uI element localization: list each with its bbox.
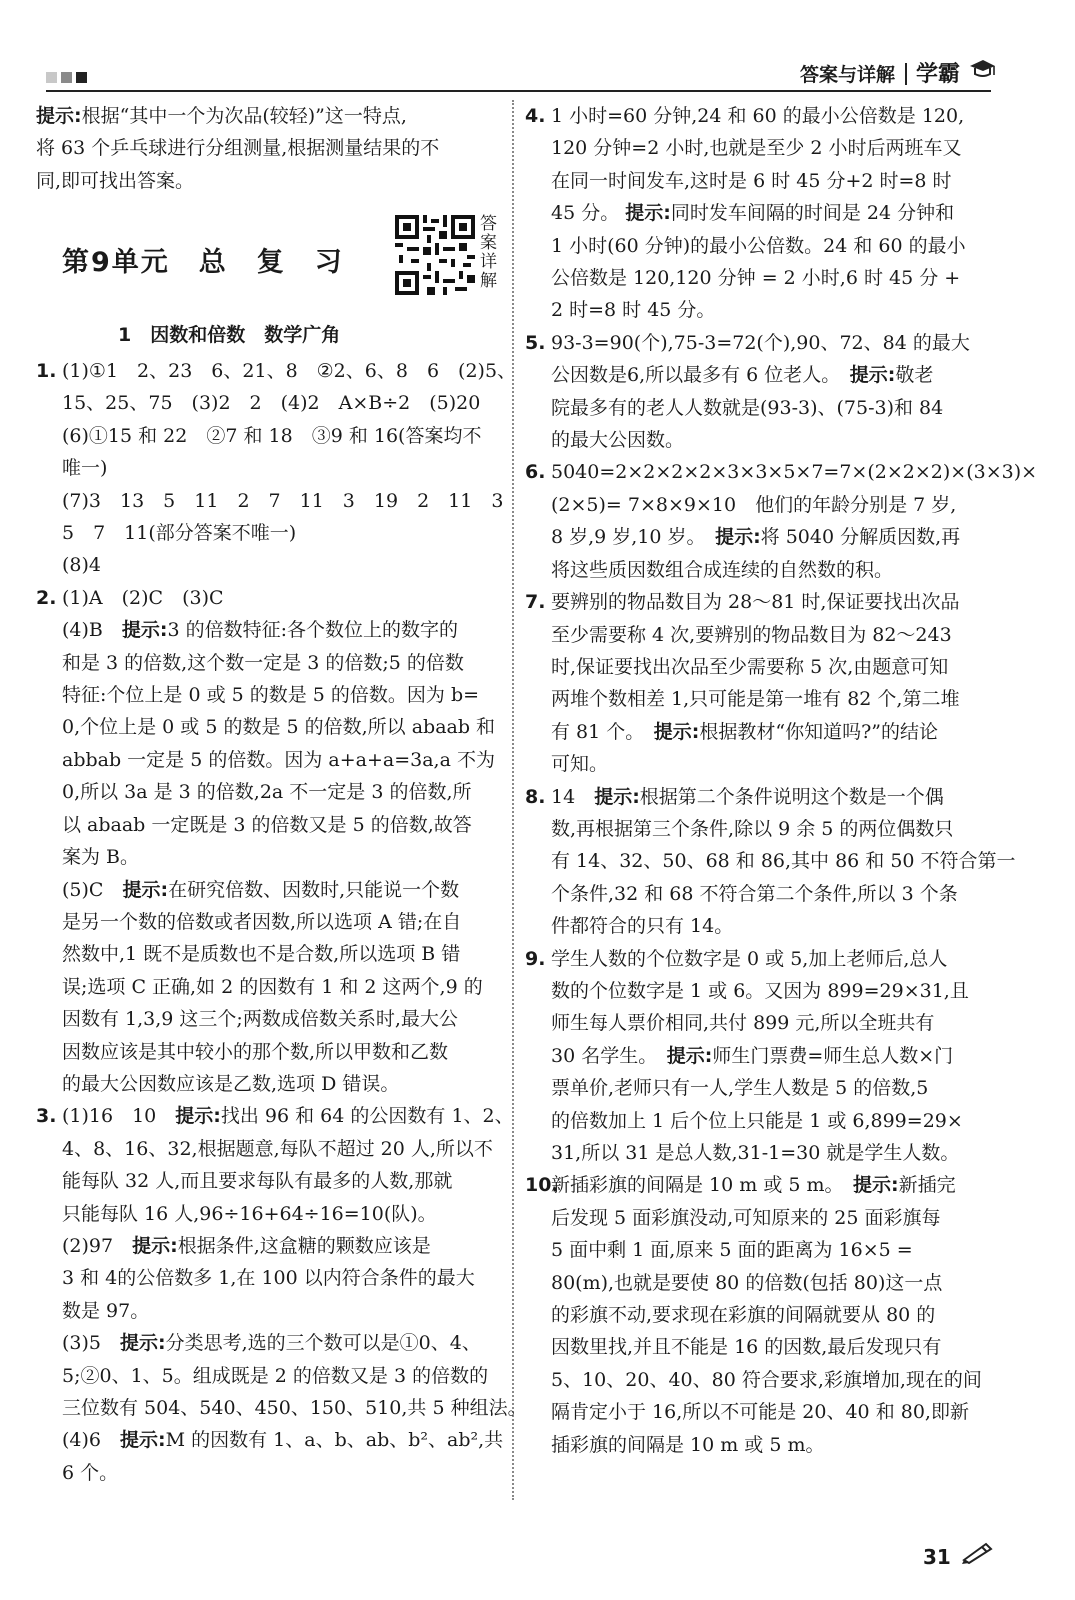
hint-label: 提示: (120, 1429, 166, 1452)
answer-line: (1)A (2)C (3)C (62, 586, 224, 609)
answer-line: 4、8、16、32,根据题意,每队不超过 20 人,所以不 (62, 1137, 493, 1160)
graduation-cap-icon (968, 57, 996, 83)
answer-item (525, 1169, 1005, 1461)
answer-line: 1 小时=60 分钟,24 和 60 的最小公倍数是 120, (551, 105, 965, 127)
answer-line: 两堆个数相差 1,只可能是第一堆有 82 个,第二堆 (551, 688, 960, 711)
section-title: 1 因数和倍数 数学广角 (118, 324, 341, 346)
answer-line: 有 14、32、50、68 和 86,其中 86 和 50 不符合第一 (551, 850, 1016, 873)
answer-line: 45 分。 提示:同时发车间隔的时间是 24 分钟和 (551, 202, 955, 225)
answer-line: 的最大公因数应该是乙数,选项 D 错误。 (62, 1072, 400, 1095)
answer-line: 后发现 5 面彩旗没动,可知原来的 25 面彩旗每 (551, 1206, 941, 1229)
hint-label: 提示: (853, 1174, 899, 1197)
answer-line: 插彩旗的间隔是 10 m 或 5 m。 (551, 1433, 825, 1456)
hint-label: 提示: (122, 878, 169, 901)
answer-line: 要辨别的物品数目为 28～81 时,保证要找出次品 (551, 591, 960, 614)
hint-line: 提示:根据“其中一个为次品(较轻)”这一特点, (36, 105, 407, 127)
header-square (61, 72, 72, 83)
qr-code-icon[interactable] (395, 215, 475, 295)
header-brand (916, 57, 996, 88)
hint-intro (36, 100, 506, 197)
answer-number: 6. (525, 461, 546, 484)
answer-item (525, 943, 1005, 1170)
answer-line: 以 abaab 一定既是 3 的倍数又是 5 的倍数,故答 (62, 813, 472, 836)
answer-item (36, 582, 506, 1101)
answer-line: 30 名学生。 提示:师生门票费=师生总人数×门 (551, 1044, 954, 1067)
answer-line: 然数中,1 既不是质数也不是合数,所以选项 B 错 (62, 943, 461, 966)
header-rule (46, 90, 991, 92)
answer-line: 5 7 11(部分答案不唯一) (62, 522, 297, 545)
left-column (36, 100, 506, 197)
answer-line: 的最大公因数。 (551, 429, 685, 452)
answer-line: 案为 B。 (62, 846, 140, 869)
answer-line: 院最多有的老人人数就是(93-3)、(75-3)和 84 (551, 396, 944, 419)
answer-line: 93-3=90(个),75-3=72(个),90、72、84 的最大 (551, 331, 970, 354)
answer-item (525, 781, 1016, 943)
answer-number: 2. (36, 586, 57, 609)
answer-line: 和是 3 的倍数,这个数一定是 3 的倍数;5 的倍数 (62, 651, 464, 674)
answer-line: 票单价,老师只有一人,学生人数是 5 的倍数,5 (551, 1077, 929, 1100)
answer-line: 因数里找,并且不能是 16 的因数,最后发现只有 (551, 1336, 942, 1359)
answer-line: (4)6 提示:M 的因数有 1、a、b、ab、b²、ab²,共 (62, 1429, 504, 1452)
answer-number: 10. (525, 1174, 559, 1197)
hint-label: 提示: (653, 720, 700, 743)
hint-label: 提示: (625, 202, 671, 225)
answer-line: 特征:个位上是 0 或 5 的数是 5 的倍数。因为 b= (62, 684, 480, 707)
pencil-icon (960, 1540, 994, 1564)
answer-line: 隔肯定小于 16,所以不可能是 20、40 和 80,即新 (551, 1401, 969, 1424)
answer-number: 7. (525, 591, 546, 614)
answer-line: 数,再根据第三个条件,除以 9 余 5 的两位偶数只 (551, 817, 954, 840)
header-square (76, 72, 87, 83)
hint-line: 同,即可找出答案。 (36, 169, 195, 192)
answer-line: 件都符合的只有 14。 (551, 915, 734, 938)
header-separator (905, 63, 907, 85)
answer-line: 15、25、75 (3)2 2 (4)2 A×B÷2 (5)20 (62, 392, 481, 415)
answer-line: 新插彩旗的间隔是 10 m 或 5 m。 提示:新插完 (551, 1174, 956, 1197)
answer-line: (7)3 13 5 11 2 7 11 3 19 2 11 3 (62, 489, 504, 512)
answer-line: 将这些质因数组合成连续的自然数的积。 (551, 558, 894, 581)
answer-line: 能每队 32 人,而且要求每队有最多的人数,那就 (62, 1170, 453, 1193)
qr-caption: 答案详解 (480, 214, 497, 291)
answer-line: 可知。 (551, 753, 609, 776)
answer-line: (4)B 提示:3 的倍数特征:各个数位上的数字的 (62, 619, 459, 642)
header-square (46, 72, 57, 83)
hint-label: 提示: (666, 1044, 713, 1067)
left-answers (36, 355, 527, 1489)
answer-line: 0,所以 3a 是 3 的倍数,2a 不一定是 3 的倍数,所 (62, 781, 472, 804)
answer-line: (5)C 提示:在研究倍数、因数时,只能说一个数 (62, 878, 460, 901)
hint-label: 提示: (175, 1105, 221, 1128)
page-number: 31 (923, 1545, 951, 1569)
answer-line: 0,个位上是 0 或 5 的数是 5 的倍数,所以 abaab 和 (62, 716, 496, 739)
hint-label: 提示: (132, 1234, 178, 1257)
answer-line: 有 81 个。 提示:根据教材“你知道吗?”的结论 (551, 720, 938, 743)
answer-line: 的倍数加上 1 后个位上只能是 1 或 6,899=29× (551, 1109, 963, 1132)
answer-line: 公倍数是 120,120 分钟 = 2 小时,6 时 45 分 + (551, 267, 961, 290)
answer-line: 6 个。 (62, 1461, 119, 1484)
answer-line: (1)16 10 提示:找出 96 和 64 的公因数有 1、2、 (62, 1105, 514, 1128)
answer-item (525, 100, 1005, 327)
answer-line: (6)①15 和 22 ②7 和 18 ③9 和 16(答案均不 (62, 424, 482, 447)
hint-label: 提示: (594, 785, 640, 808)
answer-line: 3 和 4的公倍数多 1,在 100 以内符合条件的最大 (62, 1267, 475, 1290)
column-divider (512, 100, 514, 1500)
answer-number: 5. (525, 331, 546, 354)
answer-line: 数的个位数字是 1 或 6。又因为 899=29×31,且 (551, 979, 969, 1002)
answer-item (525, 327, 1005, 457)
hint-label: 提示: (121, 619, 168, 642)
hint-label: 提示: (36, 105, 82, 127)
answer-line: (8)4 (62, 554, 102, 577)
answer-line: 个条件,32 和 68 不符合第二个条件,所以 3 个条 (551, 882, 958, 905)
answer-line: 5040=2×2×2×2×3×3×5×7=7×(2×2×2)×(3×3)× (551, 461, 1038, 484)
hint-line: 将 63 个乒乓球进行分组测量,根据测量结果的不 (36, 137, 440, 160)
answer-number: 8. (525, 785, 546, 808)
answer-number: 1. (36, 360, 57, 382)
answer-line: 公因数是6,所以最多有 6 位老人。 提示:敬老 (551, 364, 934, 387)
answer-line: 80(m),也就是要使 80 的倍数(包括 80)这一点 (551, 1271, 943, 1294)
answer-number: 9. (525, 947, 546, 970)
answer-line: 三位数有 504、540、450、150、510,共 5 种组法。 (62, 1397, 527, 1419)
answer-item (525, 586, 1005, 780)
answer-number: 4. (525, 105, 546, 127)
answer-line: 学生人数的个位数字是 0 或 5,加上老师后,总人 (551, 947, 948, 970)
hint-label: 提示: (120, 1332, 166, 1355)
answer-line: 8 岁,9 岁,10 岁。 提示:将 5040 分解质因数,再 (551, 526, 961, 549)
answer-line: abbab 一定是 5 的倍数。因为 a+a+a=3a,a 不为 (62, 748, 495, 771)
answer-item (525, 456, 1038, 586)
answer-line: 时,保证要找出次品至少需要称 5 次,由题意可知 (551, 655, 949, 678)
answer-line: 14 提示:根据第二个条件说明这个数是一个偶 (551, 785, 944, 808)
answer-line: 在同一时间发车,这时是 6 时 45 分+2 时=8 时 (551, 169, 952, 192)
answer-line: 是另一个数的倍数或者因数,所以选项 A 错;在自 (62, 910, 462, 933)
answer-line: 至少需要称 4 次,要辨别的物品数目为 82～243 (551, 623, 952, 646)
hint-label: 提示: (715, 526, 761, 549)
answer-line: 只能每队 16 人,96÷16+64÷16=10(队)。 (62, 1202, 437, 1225)
answer-line: (2)97 提示:根据条件,这盒糖的颗数应该是 (62, 1234, 431, 1257)
answer-line: 31,所以 31 是总人数,31-1=30 就是学生人数。 (551, 1142, 960, 1164)
answer-number: 3. (36, 1105, 57, 1128)
answer-line: 的彩旗不动,要求现在彩旗的间隔就要从 80 的 (551, 1304, 936, 1327)
answer-line: 5;②0、1、5。组成既是 2 的倍数又是 3 的倍数的 (62, 1364, 489, 1387)
answer-line: 因数有 1,3,9 这三个;两数成倍数关系时,最大公 (62, 1008, 458, 1031)
answer-line: (1)①1 2、23 6、21、8 ②2、6、8 6 (2)5、 (62, 360, 517, 382)
answer-line: 5 面中剩 1 面,原来 5 面的距离为 16×5 = (551, 1239, 913, 1262)
unit-title: 第9单元 总 复 习 (62, 247, 344, 278)
answer-line: 120 分钟=2 小时,也就是至少 2 小时后两班车又 (551, 137, 962, 160)
right-answers (525, 100, 1038, 1461)
answer-line: (3)5 提示:分类思考,选的三个数可以是①0、4、 (62, 1332, 481, 1355)
answer-line: 唯一) (62, 457, 108, 480)
answer-line: 2 时=8 时 45 分。 (551, 299, 716, 322)
hint-label: 提示: (849, 364, 896, 387)
header-squares (46, 72, 87, 83)
answer-line: 1 小时(60 分钟)的最小公倍数。24 和 60 的最小 (551, 234, 966, 257)
answer-item (36, 1100, 527, 1489)
answer-line: 5、10、20、40、80 符合要求,彩旗增加,现在的间 (551, 1368, 982, 1391)
answer-line: (2×5)= 7×8×9×10 他们的年龄分别是 7 岁, (551, 493, 957, 516)
answer-item (36, 355, 517, 582)
header-title: 答案与详解 (800, 64, 896, 86)
answer-line: 数是 97。 (62, 1299, 150, 1322)
answer-line: 误;选项 C 正确,如 2 的因数有 1 和 2 这两个,9 的 (62, 975, 483, 998)
answer-line: 师生每人票价相同,共付 899 元,所以全班共有 (551, 1012, 935, 1035)
answer-line: 因数应该是其中较小的那个数,所以甲数和乙数 (62, 1040, 449, 1063)
brand-text: 学霸 (916, 62, 961, 87)
